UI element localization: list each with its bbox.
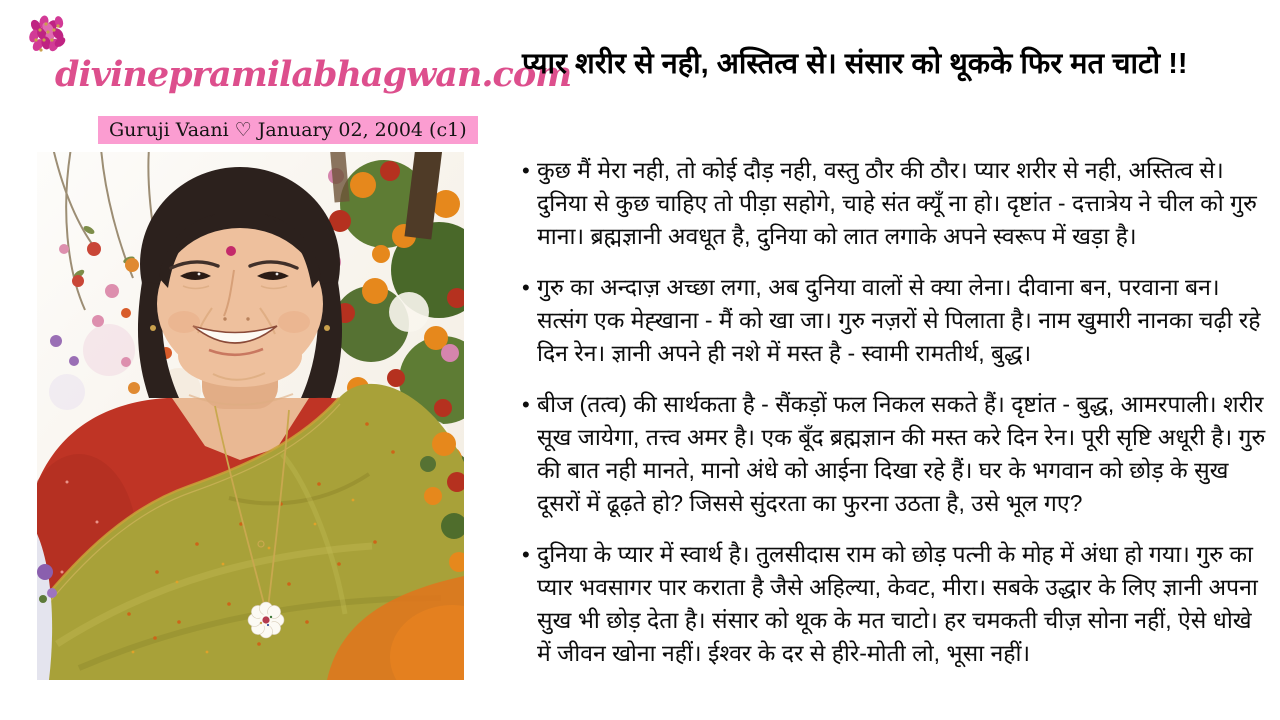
bullet-item xyxy=(522,154,1270,253)
site-title: divinepramilabhagwan.com xyxy=(55,54,572,95)
bullet-item xyxy=(522,271,1270,370)
bullet-text: गुरु का अन्दाज़ अच्छा लगा, अब दुनिया वालों से क्या लेना। दीवाना बन, परवाना बन। सत्संग एक मेह्खाना - मैं को खा जा। गुरु नज़रों से पिलाता है। नाम खुमारी नानका चढ़ी रहे दिन रेन। ज्ञानी अपने ही नशे में मस्त है - स्वामी रामतीर्थ, बुद्ध। xyxy=(537,273,1261,366)
bullet-text: बीज (तत्व) की सार्थकता है - सैंकड़ों फल निकल सकते हैं। दृष्टांत - बुद्ध, आमरपाली। शरीर सूख जायेगा, तत्त्व अमर है। एक बूँद ब्रह्मज्ञान की मस्त करे दिन रेन। पूरी सृष्टि अधूरी है। गुरु की बात नही मानते, मानो अंधे को आईना दिखा रहे हैं। घर के भगवान को छोड़ के सुख दूसरों में ढूढ़ते हो? जिससे सुंदरता का फुरना उठता है, उसे भूल गए? xyxy=(537,390,1266,516)
headline: प्यार शरीर से नही, अस्तित्व से। संसार को थूकके फिर मत चाटो !! xyxy=(522,48,1188,80)
bullet-list xyxy=(522,154,1270,670)
bullet-marker: • xyxy=(522,541,530,567)
bindi xyxy=(226,246,236,256)
date-banner: Guruji Vaani ♡ January 02, 2004 (c1) xyxy=(98,116,478,144)
flower-logo-icon xyxy=(26,12,66,58)
bullet-marker: • xyxy=(522,274,530,300)
bullet-text: दुनिया के प्यार में स्वार्थ है। तुलसीदास राम को छोड़ पत्नी के मोह में अंधा हो गया। गुरु का प्यार भवसागर पार कराता है जैसे अहिल्या, केवट, मीरा। सबके उद्धार के लिए ज्ञानी अपना सुख भी छोड़ देता है। संसार को थूक के मत चाटो। हर चमकती चीज़ सोना नहीं, ऐसे धोखे में जीवन खोना नहीं। ईश्वर के दर से हीरे-मोती लो, भूसा नहीं। xyxy=(537,540,1258,666)
flower-pendant xyxy=(248,602,284,638)
bullet-text: कुछ मैं मेरा नही, तो कोई दौड़ नही, वस्तु ठौर की ठौर। प्यार शरीर से नही, अस्तित्व से। दुनिया से कुछ चाहिए तो पीड़ा सहोगे, चाहे संत क्यूँ ना हो। दृष्टांत - दत्तात्रेय ने चील को गुरु माना। ब्रह्मज्ञानी अवधूत है, दुनिया को लात लगाके अपने स्वरूप में खड़ा है। xyxy=(537,156,1257,249)
guruji-portrait-photo xyxy=(37,152,464,680)
vaani-content xyxy=(522,46,1270,688)
bullet-marker: • xyxy=(522,157,530,183)
bullet-item xyxy=(522,538,1270,670)
bullet-item xyxy=(522,388,1270,520)
bullet-marker: • xyxy=(522,391,530,417)
